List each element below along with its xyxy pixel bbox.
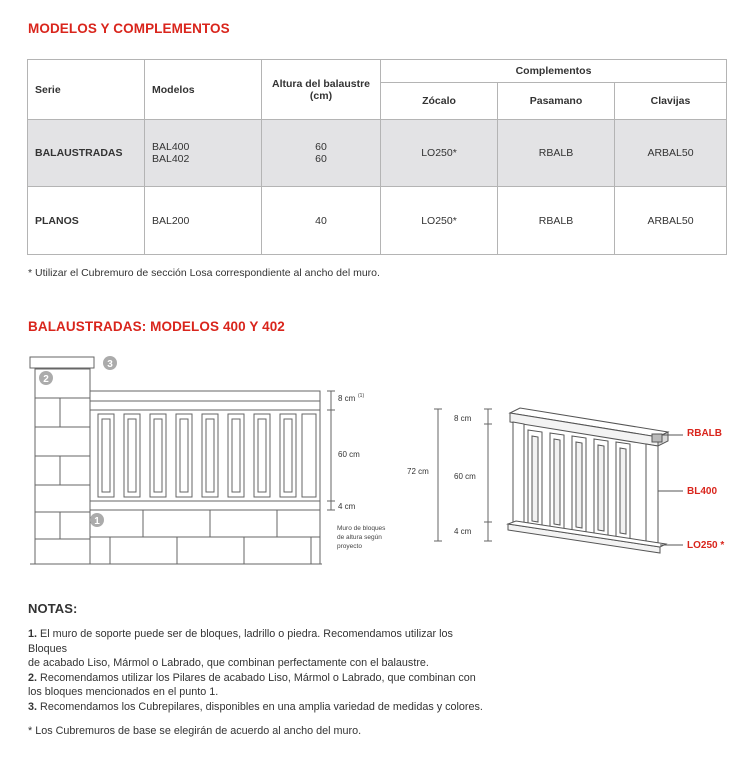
section-title-models: MODELOS Y COMPLEMENTOS bbox=[28, 21, 230, 36]
svg-text:2: 2 bbox=[43, 374, 49, 385]
header-serie: Serie bbox=[28, 60, 145, 120]
note-1-cont: de acabado Liso, Mármol o Labrado, que combinan perfectamente con el balaustre. bbox=[28, 657, 429, 670]
section-title-balaustradas: BALAUSTRADAS: MODELOS 400 Y 402 bbox=[28, 319, 285, 334]
r-dim-bottom: 4 cm bbox=[454, 527, 472, 536]
cell-zocalo: LO250* bbox=[381, 187, 498, 255]
cell-altura bbox=[262, 120, 381, 187]
cell-clavijas: ARBAL50 bbox=[615, 187, 727, 255]
r-dim-top: 8 cm bbox=[454, 414, 472, 423]
badge-2 bbox=[39, 371, 53, 385]
wall-balustrade-diagram bbox=[0, 345, 400, 575]
header-clavijas: Clavijas bbox=[615, 83, 727, 120]
cell-serie: BALAUSTRADAS bbox=[28, 120, 145, 187]
section-title-notes: NOTAS: bbox=[28, 601, 78, 616]
balustrade-3d-diagram bbox=[400, 400, 740, 560]
cell-modelos: BAL200 bbox=[145, 187, 262, 255]
dim-bottom-label: 4 cm bbox=[338, 502, 356, 511]
header-complementos: Complementos bbox=[381, 60, 727, 83]
note-2-cont: los bloques mencionados en el punto 1. bbox=[28, 686, 219, 699]
badge-3 bbox=[103, 356, 117, 370]
cell-pasamano: RBALB bbox=[498, 187, 615, 255]
label-rbalb: RBALB bbox=[687, 428, 722, 439]
notes-list bbox=[28, 627, 488, 715]
cell-altura: 40 bbox=[262, 187, 381, 255]
dim-mid-label: 60 cm bbox=[338, 450, 360, 459]
label-lo250: LO250 * bbox=[687, 540, 725, 551]
cell-modelo-1: BAL400 bbox=[152, 141, 190, 153]
cell-pasamano: RBALB bbox=[498, 120, 615, 187]
dim-top-sup: (1) bbox=[358, 393, 365, 399]
caption-line-1: Muro de bloques bbox=[337, 525, 386, 532]
cell-zocalo: LO250* bbox=[381, 120, 498, 187]
table-footnote: * Utilizar el Cubremuro de sección Losa correspondiente al ancho del muro. bbox=[28, 267, 380, 279]
header-altura bbox=[262, 60, 381, 120]
models-table bbox=[27, 59, 727, 255]
badge-1 bbox=[90, 513, 104, 527]
svg-text:1: 1 bbox=[94, 516, 100, 527]
label-bl400: BL400 bbox=[687, 486, 718, 497]
cell-modelo-2: BAL402 bbox=[152, 153, 190, 165]
note-1: 1. El muro de soporte puede ser de bloques, ladrillo o piedra. Recomendamos utilizar los Bloques bbox=[28, 628, 453, 655]
header-zocalo: Zócalo bbox=[381, 83, 498, 120]
note-2: 2. Recomendamos utilizar los Pilares de acabado Liso, Mármol o Labrado, que combinan con bbox=[28, 671, 476, 684]
r-dim-mid: 60 cm bbox=[454, 472, 476, 481]
caption-line-2: de altura según bbox=[337, 534, 382, 541]
cell-modelos bbox=[145, 120, 262, 187]
cell-altura-1: 60 bbox=[315, 141, 327, 153]
dim-top-label: 8 cm bbox=[338, 394, 356, 403]
caption-line-3: proyecto bbox=[337, 543, 362, 550]
note-3: 3. Recomendamos los Cubrepilares, disponibles en una amplia variedad de medidas y colores. bbox=[28, 700, 483, 713]
header-altura-line2: (cm) bbox=[309, 89, 333, 102]
cell-altura-2: 60 bbox=[315, 153, 327, 165]
header-pasamano: Pasamano bbox=[498, 83, 615, 120]
header-modelos: Modelos bbox=[145, 60, 262, 120]
notes-footnote: * Los Cubremuros de base se elegirán de acuerdo al ancho del muro. bbox=[28, 725, 362, 737]
table-row bbox=[28, 187, 727, 255]
header-altura-line1: Altura del balaustre bbox=[271, 77, 371, 90]
r-dim-total: 72 cm bbox=[407, 467, 429, 476]
table-row bbox=[28, 120, 727, 187]
svg-text:3: 3 bbox=[107, 359, 113, 370]
cell-serie: PLANOS bbox=[28, 187, 145, 255]
cell-clavijas: ARBAL50 bbox=[615, 120, 727, 187]
